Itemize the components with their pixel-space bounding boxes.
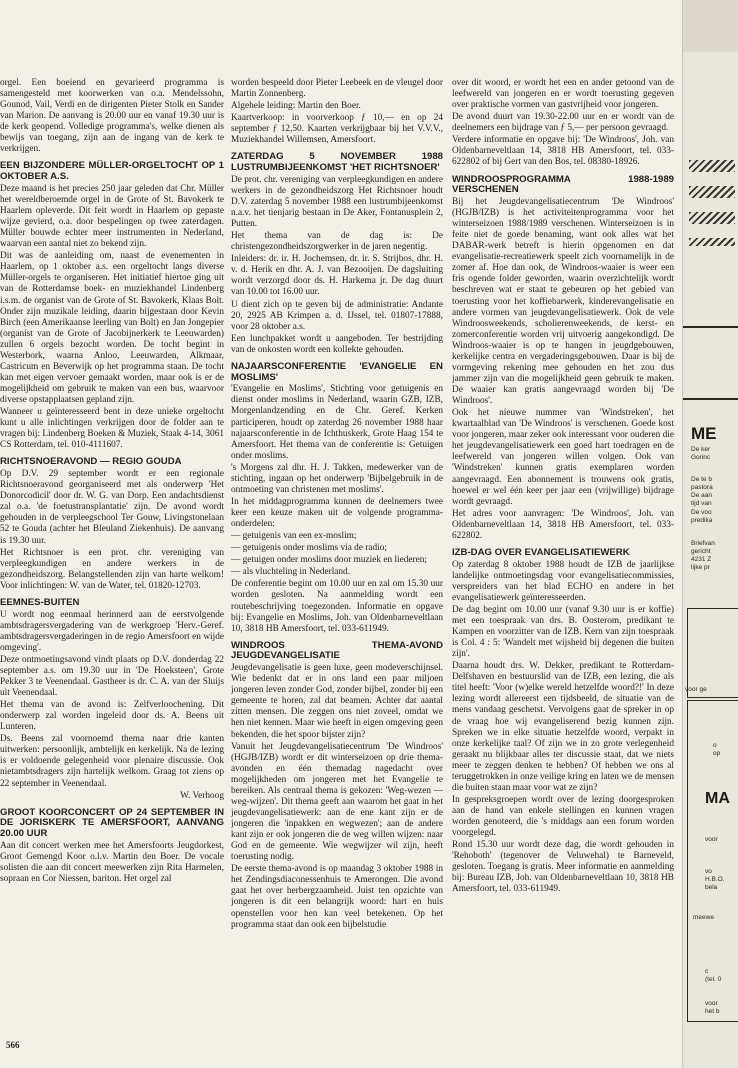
- article-paragraph: Verdere informatie en opgave bij: 'De Windroos', Joh. van Oldenbarneveltlaan 14, 3818 HB Amersfoort, tel. 033-622802 of bij Gert van den Bos, tel. 08380-18926.: [452, 135, 674, 168]
- article-paragraph: Deze ontmoetingsavond vindt plaats op D.V. donderdag 22 september a.s. om 19.30 uur in 'De Hoeksteen', Grote Pekker 3 te Veenendaal. Gastheer is dr. C. A. van der Sluijs uit Veenendaal.: [0, 654, 224, 698]
- article-paragraph: Op zaterdag 8 oktober 1988 houdt de IZB de jaarlijkse landelijke ontmoetingsdag voor evangelisatiecommissies, verspreiders van het blad ECHO en andere in het evangelisatiewerk geïnteresseerden.: [452, 559, 674, 603]
- article-paragraph: De eerste thema-avond is op maandag 3 oktober 1988 in het Zendingsdiaconessenhuis te Amerongen. Die avond gaat het over herbergzaamheid. Juist ten opzichte van jongeren is dit een belangrijk woord: hart en huis openstellen voor hen kan veel betekenen. Op het programma staat dan ook een bijbelstudie: [231, 864, 443, 930]
- article-paragraph: Daarna houdt drs. W. Dekker, predikant te Rotterdam-Delfshaven en bestuurslid van de IZB, een lezing, die als titel heeft: 'Voor (w)elke wereld hetzelfde woord?!' In deze lezing wordt allereerst een tijdsbeeld, de situatie van de mens vandaag geschetst. Vervolgens gaat de spreker in op de vraag hoe wij evangeliserend bezig kunnen zijn. Spreken we in elke situatie hetzelfde woord, verpakt in onze kerkelijke taal? Of zijn we in zo grote verlegenheid geraakt nu blijkbaar alles ter discussie staat, dat we niets meer te zeggen denken te hebben? Of hebben we ons al teruggetrokken in onze veilige kring en laten we de mensen die buiten staan maar voor wat ze zijn?: [452, 661, 674, 793]
- article-paragraph: Dit was de aanleiding om, naast de evenementen in Haarlem, op 1 oktober a.s. een orgeltocht langs diverse Müller-orgels te organiseren. Het initiatief hiertoe ging uit van de Rotterdamse boek- en muziekhandel Lindenberg i.s.m. de organist van de Grote of St. Bavokerk, Klaas Bolt. Onder zijn muzikale leiding, daarin bijgestaan door Kevin Birch (een Amerikaanse leerling van Bolt) en Jan Jongepier (organist van de Grote of Jacobijnerkerk te Leeuwarden) zullen 6 orgels bezocht worden. De tocht begint in Westerbork, waarna Anloo, Leeuwarden, Alkmaar, Castricum en Beverwijk op het programma staan. De tocht kan met eigen vervoer gemaakt worden, maar ook is er de mogelijkheid om gebruik te maken van een bus, waarvoor diverse opstapplaatsen gepland zijn.: [0, 251, 224, 406]
- article-paragraph: Kaartverkoop: in voorverkoop ƒ 10,— en op 24 september ƒ 12,50. Kaarten verkrijgbaar bij het V.V.V., Muziekhandel Willemsen, Amersfoort.: [231, 113, 443, 146]
- adjacent-box: [687, 608, 738, 698]
- article-paragraph: — als vluchteling in Nederland.: [231, 567, 351, 578]
- adjacent-text-block: voor: [705, 836, 718, 843]
- article-paragraph: — getuigenis onder moslims via de radio;: [231, 543, 387, 554]
- article-paragraph: In gespreksgroepen wordt over de lezing doorgesproken aan de hand van enkele stellingen en kunnen vragen worden genoteerd, die 's middags aan een forum worden voorgelegd.: [452, 794, 674, 839]
- hatch-ornament: [689, 212, 735, 224]
- article-paragraph: Ds. Beens zal voornoemd thema naar drie kanten uitwerken: persoonlijk, ambtelijk en kerkelijk. Na de lezing is er voldoende gelegenheid voor plenaire discussie. Ook nietambtsdragers zijn hartelijk welkom. Graag tot ziens op 22 september in Veenendaal.: [0, 734, 224, 789]
- article-heading: WINDROOSPROGRAMMA 1988-1989 VERSCHENEN: [452, 173, 674, 196]
- article-paragraph: Het thema van de avond is: Zelfverloochening. Dit onderwerp zal worden ingeleid door ds. A. Beens uit Lunteren.: [0, 700, 224, 733]
- article-heading: EEMNES-BUITEN: [0, 596, 80, 608]
- article-paragraph: De avond duurt van 19.30-22.00 uur en er wordt van de deelnemers een bijdrage van ƒ 5,— per persoon gevraagd.: [452, 112, 674, 134]
- article-paragraph: In het middagprogramma kunnen de deelnemers twee keer een keuze maken uit de volgende programma-onderdelen:: [231, 496, 443, 530]
- adjacent-page-top-shade: [683, 0, 738, 52]
- article-paragraph: Een lunchpakket wordt u aangeboden. Ter bestrijding van de onkosten wordt een kollekte gehouden.: [231, 333, 443, 355]
- article-paragraph: over dit woord, er wordt het een en ander getoond van de leefwereld van jongeren en er wordt toerusting gegeven over praktische vormen van gastvrijheid voor jongeren.: [452, 78, 674, 111]
- article-paragraph: Het thema van de dag is: De christengezondheidszorgwerker in de jaren negentig.: [231, 231, 443, 253]
- article-heading: GROOT KOORCONCERT OP 24 SEPTEMBER IN DE JORISKERK TE AMERSFOORT, AANVANG 20.00 UUR: [0, 806, 224, 840]
- article-paragraph: Aan dit concert werken mee het Amersfoorts Jeugdorkest, Groot Gemengd Koor o.l.v. Martin den Boer. De vocale solisten die aan dit concert meewerken zijn Rita Harmelen, sopraan en Cor Niessen, bariton. Het orgel zal: [0, 840, 224, 885]
- article-paragraph: Vanuit het Jeugdevangelisatiecentrum 'De Windroos' (HGJB/IZB) wordt er dit winterseizoen op drie thema-avonden en één themadag nagedacht over mogelijkheden om jongeren met het Evangelie te bereiken. Als centraal thema is gekozen: 'Weg-wezen — weg-wijzen'. Dit thema geeft aan waarom het gaat in het jeugdevangelisatiewerk: aan de ene kant zijn er de jongeren die 'inpakken en wegwezen'; aan de andere kant zijn er ook jongeren die de weg willen wijzen: naar God en de gemeente. Wie wegwijzer wil zijn, heeft toerusting nodig.: [231, 741, 443, 863]
- article-heading: NAJAARSCONFERENTIE 'EVANGELIE EN MOSLIMS': [231, 360, 443, 383]
- article-paragraph: Bij het Jeugdevangelisatiecentrum 'De Windroos' (HGJB/IZB) is het activiteitenprogramma voor het winterseizoen 1988/1989 verschenen. Winterseizoen is in feite niet de goede benaming, want ook alles wat het DABAR-werk betreft is hierin opgenomen en dat evangelisatie-recreatiewerk speelt zich voornamelijk in de zomer af. Hoe dan ook, de Windroos-waaier is weer een fris ogende folder geworden, waarin overzichtelijk wordt beschreven wat er staat te gebeuren op het gebied van toerusting voor het koffiebarwerk, kinderevangelisatie en andere vormen van jeugdevangelisatiewerk. Ook de vele Windroosweekends, scholierenweekends, de kerst- en zomerconferentie worden vrij uitvoerig aangekondigd. De Windroos-waaier is op te hangen in jeugdgebouwen, kerkelijke centra en vergaderingsgebouwen. Daar is bij de vormgeving rekening mee gehouden en het zou dus jammer zijn van die mogelijkheid geen gebruik te maken. De waaier kan gratis aangevraagd worden bij 'De Windroos'.: [452, 196, 674, 407]
- adjacent-text-block: meewe: [693, 914, 714, 921]
- article-paragraph: 's Morgens zal dhr. H. J. Takken, medewerker van de stichting, ingaan op het onderwerp 'Bijbelgebruik in de ontmoeting van christenen met moslims'.: [231, 462, 443, 495]
- column-middle: [231, 78, 443, 1040]
- article-paragraph: Rond 15.30 uur wordt deze dag, die wordt gehouden in 'Rehoboth' (tegenover de Veluwehal) te Barneveld, gesloten. Toegang is gratis. Meer informatie en aanmelding bij: Bureau IZB, Joh. van Oldenbarneveltlaan 10, 3818 HB Amersfoort, tel. 033-611949.: [452, 840, 674, 895]
- article-paragraph: De prot. chr. vereniging van verpleegkundigen en andere werkers in de gezondheidszorg Het Richtsnoer houdt D.V. zaterdag 5 november 1988 een lustrumbijeenkomst n.a.v. het tienjarig bestaan in De Aker, Fontanusplein 2, Putten.: [231, 174, 443, 230]
- article-paragraph: De conferentie begint om 10.00 uur en zal om 15.30 uur worden gesloten. Na aanmelding wordt een routebeschrijving toegezonden. Informatie en opgave bij: Evangelie en Moslims, Joh. van Oldenbarneveltlaan 10, 3818 HB Amersfoort, tel. 033-611949.: [231, 579, 443, 634]
- adjacent-text-block: De ker Gorinc: [691, 446, 711, 462]
- article-paragraph: Wanneer u geïnteresseerd bent in deze unieke orgeltocht kunt u alle inlichtingen verkrijgen door de folder aan te vragen bij: Lindenberg Boeken & Muziek, Staak 4-14, 3061 CS Rotterdam, tel. 010-4111607.: [0, 407, 224, 451]
- adjacent-heading-2: MA: [705, 790, 730, 807]
- article-paragraph: Het Richtsnoer is een prot. chr. vereniging van verpleegkundigen en andere werkers in de gezondheidszorg. Belangstellenden zijn van harte welkom! Voor inlichtingen: W. van de Water, tel. 01820-12703.: [0, 547, 224, 591]
- article-paragraph: orgel. Een boeiend en gevarieerd programma is samengesteld met koorwerken van o.a. Mendelssohn, Gounod, Vail, Verdi en de dirigenten Pieter Stolk en Sander van Marion. De aanvang is 20.00 uur en vanaf 19.30 uur is de kerk geopend. Volledige programma's, welke dienen als bewijs van toegang, zijn aan de ingang van de kerk te verkrijgen.: [0, 78, 224, 155]
- article-heading: RICHTSNOERAVOND — REGIO GOUDA: [0, 456, 182, 468]
- article-paragraph: De dag begint om 10.00 uur (vanaf 9.30 uur is er koffie) met een toespraak van drs. B. Oosterom, predikant te Kampen en voorzitter van de IZB. Kern van zijn toespraak is Col. 4 : 5: 'Wandelt met wijsheid bij degenen die buiten zijn'.: [452, 604, 674, 660]
- adjacent-page-strip: [682, 0, 738, 1068]
- article-signature: W. Verhoog: [180, 790, 224, 801]
- article-paragraph: — getuigen onder moslims door muziek en liederen;: [231, 555, 427, 566]
- article-heading: ZATERDAG 5 NOVEMBER 1988 LUSTRUMBIJEENKOMST 'HET RICHTSNOER': [231, 151, 443, 174]
- article-paragraph: Het adres voor aanvragen: 'De Windroos', Joh. van Oldenbarneveltlaan 14, 3818 HB Amersfoort, tel. 033-622802.: [452, 508, 674, 541]
- article-paragraph: Deze maand is het precies 250 jaar geleden dat Chr. Müller het wereldberoemde orgel in de Grote of St. Bavokerk te Haarlem opleverde. Dit feit wordt in Haarlem op gepaste wijze gevierd, o.a. door bespelingen op twee zaterdagen. Müller bouwde echter meer instrumenten in Nederland, waarvan een aantal niet zo bekend zijn.: [0, 183, 224, 250]
- article-paragraph: Ook het nieuwe nummer van 'Windstreken', het kwartaalblad van 'De Windroos' is verschenen. Goede kost voor jongeren, maar zeker ook interessant voor ouderen die het jeugdevangelisatiewerk een goed hart toedragen en de leefwereld van jongeren willen volgen. Ook van 'Windstreken' kunnen gratis exemplaren worden aangevraagd. Een abonnement is trouwens ook gratis, hoewel er wel één keer per jaar een (vrijwillige) bijdrage wordt gevraagd.: [452, 408, 674, 507]
- hatch-ornament: [689, 160, 735, 172]
- article-paragraph: 'Evangelie en Moslims', Stichting voor getuigenis en dienst onder moslims in Nederland, waarin GZB, IZB, Morgenlandzending en de Chr. Geref. Kerken participeren, houdt op zaterdag 26 november 1988 haar najaarsconferentie in de Ichthuskerk, Grote Haag 154 te Amersfoort. Het thema van de conferentie is: Getuigen onder moslims.: [231, 384, 443, 461]
- article-heading: IZB-DAG OVER EVANGELISATIEWERK: [452, 546, 630, 558]
- adjacent-text-block: Briefvan gericht 4231 Z lijke pr: [691, 540, 715, 572]
- article-paragraph: Algehele leiding: Martin den Boer.: [231, 101, 361, 112]
- adjacent-text-block: De te b pastora De aan tijd van De voo predika: [691, 476, 713, 524]
- adjacent-text-block: voor ge: [685, 686, 707, 693]
- article-paragraph: Inleiders: dr. ir. H. Jochemsen, dr. ir. S. Strijbos, dhr. H. v. d. Herik en dhr. A. J. van Bezooijen. De dagsluiting wordt verzorgd door ds. H. Harkema jr. De dag duurt van 10.00 tot 16.00 uur.: [231, 254, 443, 298]
- hatch-ornament: [689, 238, 735, 246]
- article-paragraph: Jeugdevangelisatie is geen luxe, geen modeverschijnsel. Wie bedenkt dat er in ons land een paar miljoen jongeren leven zonder God, zonder bijbel, zonder bij een gemeente te horen, zal dat beamen. Achter dat aantal zitten mensen. Die zeggen ons niet zoveel, omdat we hen niet kennen. Maar wie heeft in eigen omgeving geen bekenden, die het spoor bijster zijn?: [231, 663, 443, 740]
- adjacent-text-block: vo H.B.O. bela: [705, 868, 725, 892]
- article-paragraph: Op D.V. 29 september wordt er een regionale Richtsnoeravond georganiseerd met als onderwerp 'Het Donorcodicil' door dr. W. G. van Dorp. Een andachtsdienst zal o.a. 'de foetustransplantatie' zijn. De avond wordt gehouden in de verpleegschool Ter Gouw, Livingstonelaan 52 te Gouda (achter het Bleuland Ziekenhuis). De aanvang is 19.30 uur.: [0, 469, 224, 546]
- article-paragraph: U wordt nog eenmaal herinnerd aan de eerstvolgende ambtsdragersvergadering van de werkgroep 'Herv.-Geref. ambtsdragersvergaderingen in de regio Amersfoort en wijde omgeving'.: [0, 609, 224, 653]
- article-paragraph: — getuigenis van een ex-moslim;: [231, 531, 357, 542]
- column-left: [0, 78, 224, 1040]
- article-paragraph: U dient zich op te geven bij de administratie: Andante 20, 2925 AB Krimpen a. d. IJssel, tel. 01807-17888, voor 28 oktober a.s.: [231, 299, 443, 332]
- adjacent-text-block: o op: [713, 742, 721, 758]
- article-heading: EEN BIJZONDERE MÜLLER-ORGELTOCHT OP 1 OKTOBER A.S.: [0, 160, 224, 183]
- adjacent-heading-1: ME: [691, 424, 717, 443]
- page-number: 566: [6, 1040, 20, 1050]
- adjacent-text-block: voor het b: [705, 1000, 720, 1016]
- adjacent-text-block: c (tel. 0: [705, 968, 722, 984]
- column-right: [452, 78, 674, 1040]
- article-heading: WINDROOS THEMA-AVOND JEUGDEVANGELISATIE: [231, 639, 443, 662]
- divider-rule: [683, 326, 738, 328]
- divider-rule: [683, 398, 738, 400]
- hatch-ornament: [689, 186, 735, 198]
- article-paragraph: worden bespeeld door Pieter Leebeek en de vleugel door Martin Zonnenberg.: [231, 78, 443, 100]
